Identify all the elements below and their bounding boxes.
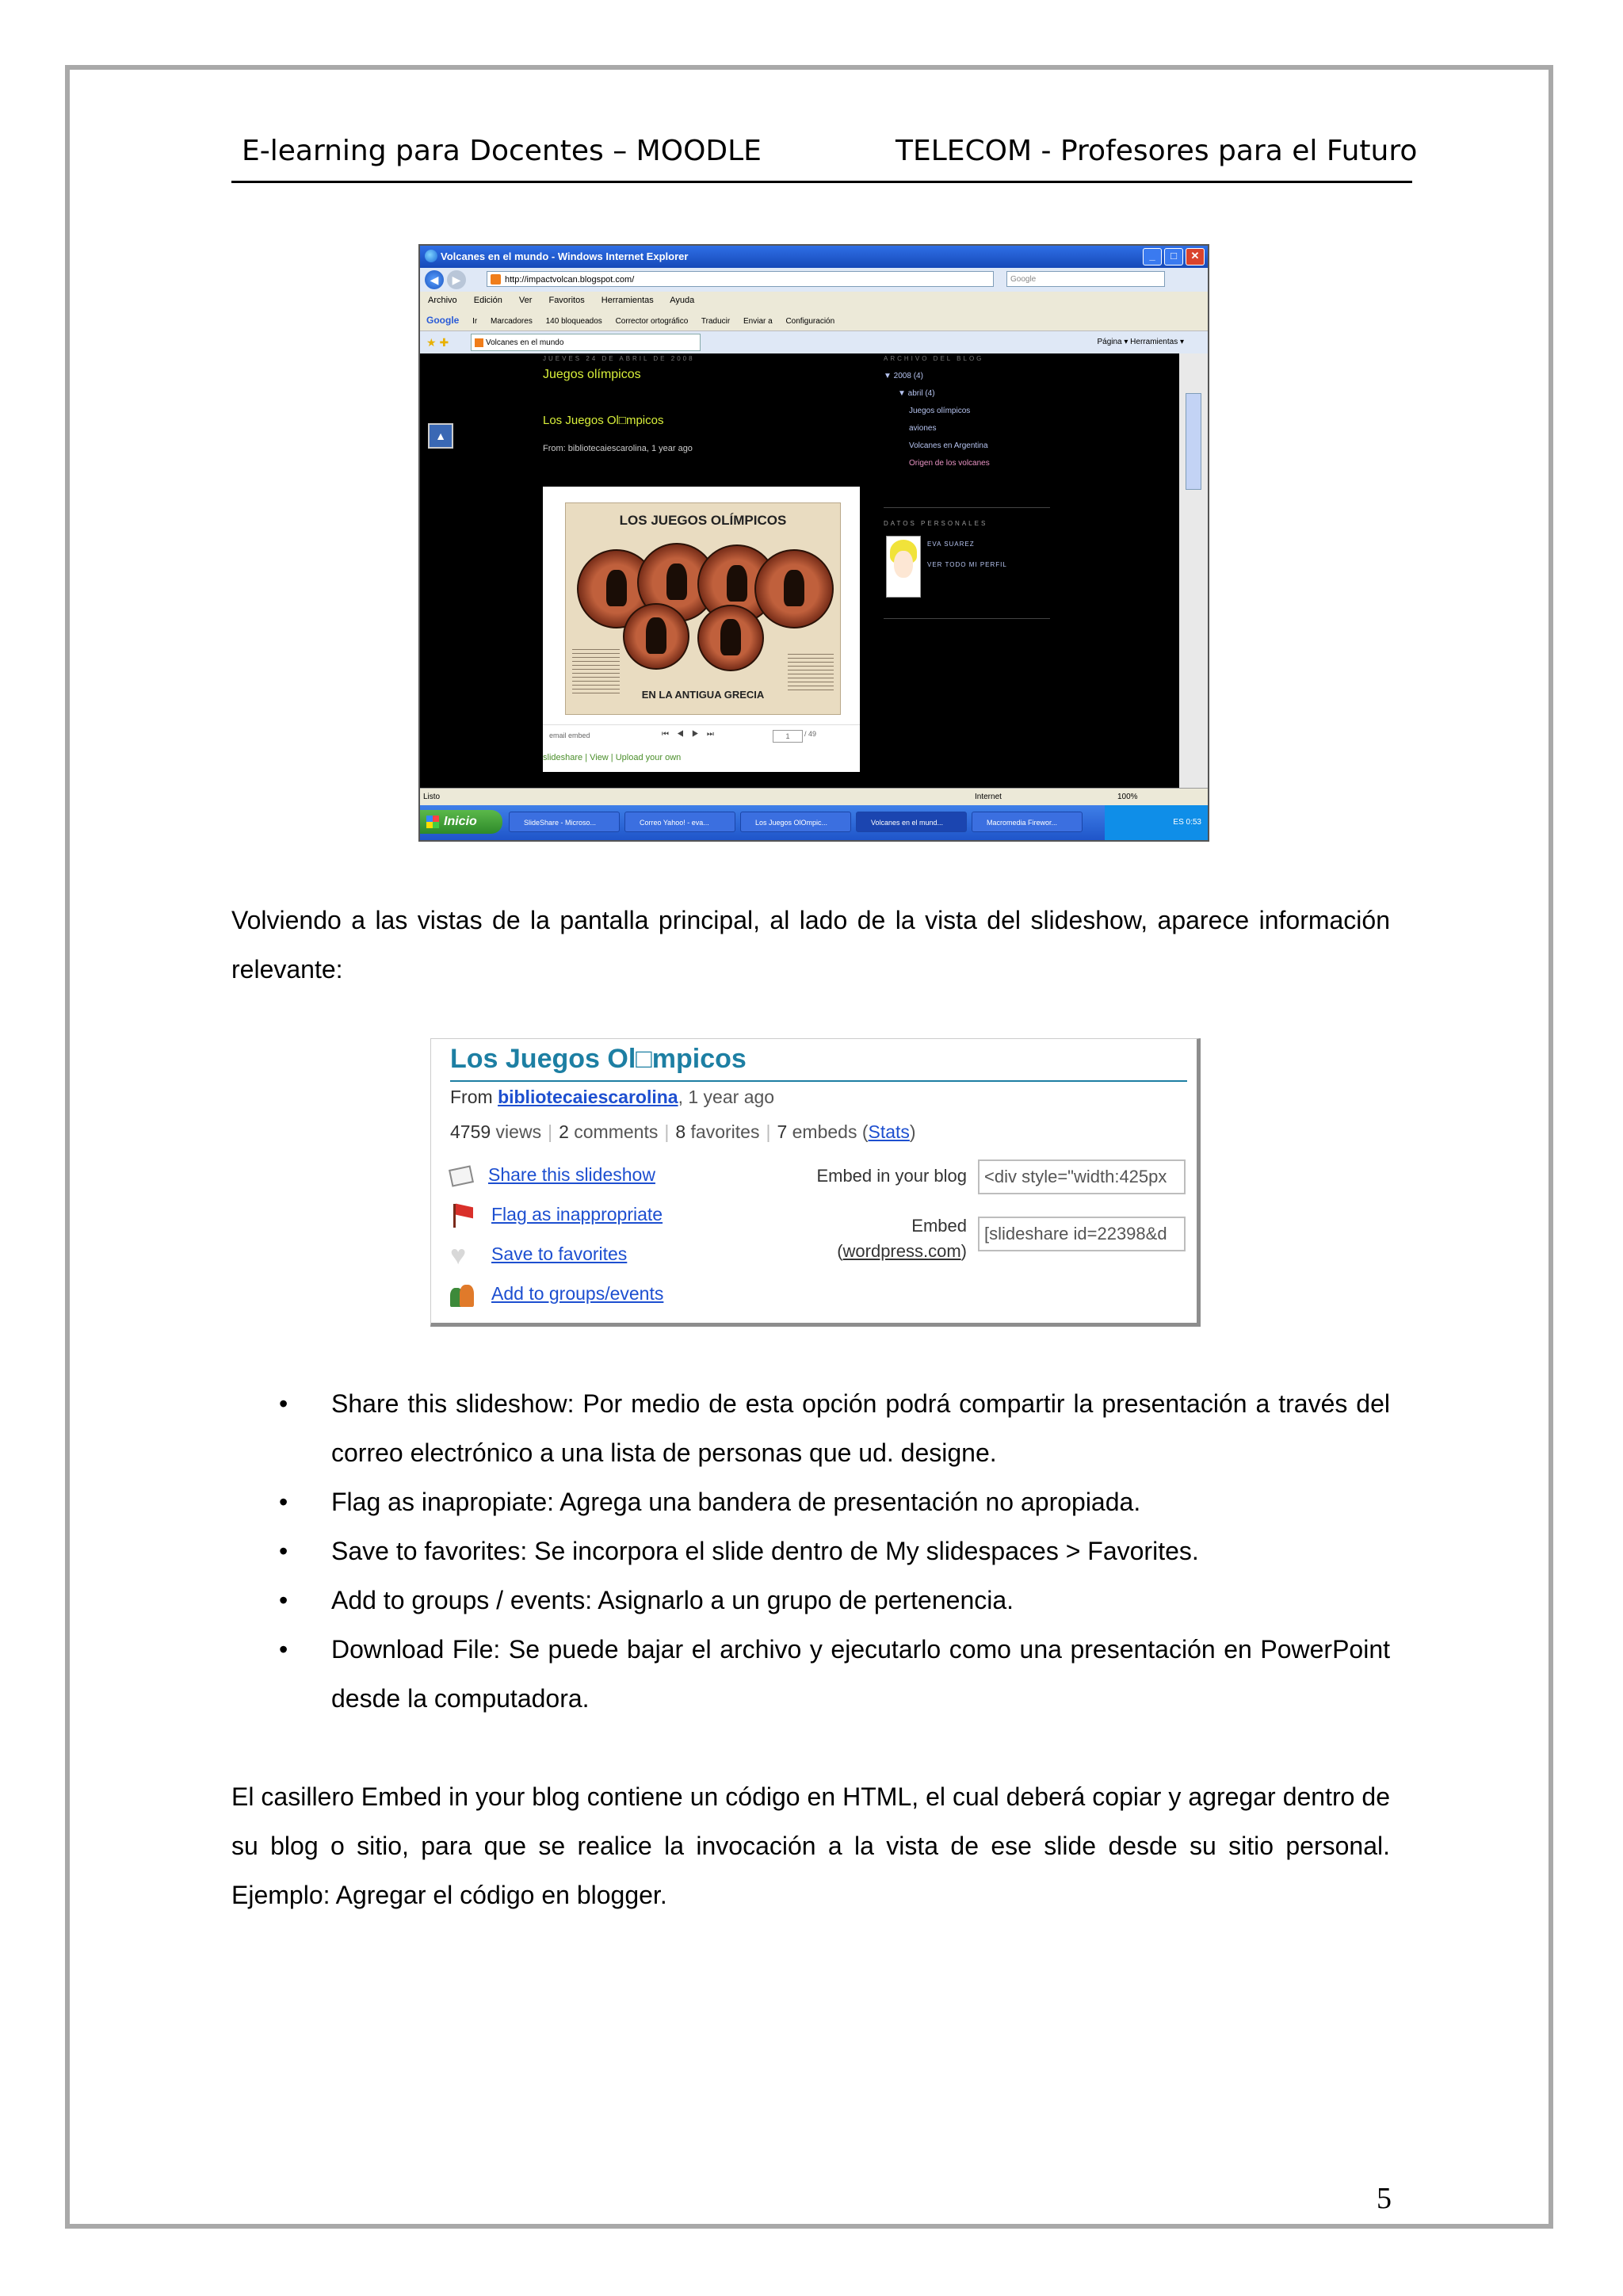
embed-word: Embed [911, 1216, 967, 1236]
status-zone: Internet [975, 793, 1002, 801]
menu-ver[interactable]: Ver [518, 296, 533, 305]
panel-title: Los Juegos Ol□mpicos [450, 1044, 747, 1074]
email-embed-links[interactable]: email embed [549, 732, 590, 739]
paren-close: ) [960, 1241, 967, 1261]
start-label: Inicio [444, 815, 477, 828]
embeds-label: embeds ( [787, 1121, 869, 1142]
google-translate-button[interactable]: Traducir [701, 317, 731, 326]
from-prefix: From [450, 1087, 498, 1107]
bullet-share: • Share this slideshow: Por medio de esta opción podrá compartir la presentación a través del correo electrónico a una lista de personas que ud. designe. [279, 1379, 1390, 1477]
embed-blog-label: Embed in your blog [816, 1166, 967, 1186]
url-text: http://impactvolcan.blogspot.com/ [505, 275, 635, 285]
paren-open: ( [837, 1241, 843, 1261]
maximize-button[interactable]: □ [1164, 248, 1183, 266]
author-link[interactable]: bibliotecaiescarolina [498, 1087, 678, 1107]
taskbar-item[interactable]: Los Juegos OlOmpic... [740, 812, 851, 832]
save-favorites-link[interactable]: Save to favorites [491, 1244, 628, 1265]
group-icon [450, 1283, 475, 1307]
taskbar-item[interactable]: SlideShare - Microso... [509, 812, 620, 832]
archive-post[interactable]: aviones [909, 424, 937, 433]
bullet-download: • Download File: Se puede bajar el archivo y ejecutarlo como una presentación en PowerPoint desde la computadora. [279, 1625, 1390, 1723]
intro-paragraph: Volviendo a las vistas de la pantalla principal, al lado de la vista del slideshow, aparece información relevante: [231, 906, 1390, 984]
status-text: Listo [423, 793, 441, 801]
menu-archivo[interactable]: Archivo [428, 296, 457, 305]
heart-icon: ♥ [450, 1240, 467, 1270]
slide-text-block [788, 651, 834, 693]
profile-name[interactable]: EVA SUAREZ [927, 541, 975, 548]
google-send-button[interactable]: Enviar a [743, 317, 773, 326]
flag-icon [450, 1204, 475, 1228]
browser-tab-title: Volcanes en el mundo [486, 338, 564, 347]
share-action[interactable] [450, 1164, 655, 1186]
stats-link[interactable]: Stats [868, 1121, 910, 1142]
menu-edicion[interactable]: Edición [473, 296, 502, 305]
archive-divider [884, 507, 1050, 508]
slide-title: LOS JUEGOS OLÍMPICOS [619, 513, 787, 528]
embed-wordpress-input[interactable]: [slideshare id=22398&d [978, 1217, 1186, 1251]
playback-buttons[interactable]: ⏮◀▶⏭ [662, 730, 722, 739]
url-input[interactable] [487, 271, 994, 287]
stats-close: ) [909, 1121, 916, 1142]
blogger-tab-icon [475, 338, 483, 347]
archive-post[interactable]: Origen de los volcanes [909, 459, 990, 468]
panel-from [450, 1087, 774, 1108]
profile-avatar[interactable] [886, 536, 921, 598]
taskbar-item-active[interactable]: Volcanes en el mund... [856, 812, 967, 832]
share-icon [449, 1165, 474, 1186]
internet-explorer-icon [425, 250, 437, 262]
slideshare-logo[interactable]: slideshare | View | Upload your own [543, 753, 682, 762]
minimize-button[interactable]: _ [1143, 248, 1162, 266]
browser-tabbar [420, 331, 1208, 354]
google-popups-blocked[interactable]: 140 bloqueados [545, 317, 602, 326]
greek-vase-image [697, 605, 764, 671]
slideshow-from: From: bibliotecaiescarolina, 1 year ago [543, 444, 693, 453]
views-count: 4759 [450, 1121, 491, 1142]
options-bullet-list [279, 1379, 1390, 1723]
from-suffix: , 1 year ago [678, 1087, 775, 1107]
favorites-label: favorites [685, 1121, 760, 1142]
archive-post[interactable]: Juegos olímpicos [909, 407, 971, 415]
header-program-title: TELECOM - Profesores para el Futuro [896, 135, 1418, 167]
browser-titlebar [420, 246, 1208, 268]
windows-logo-icon [426, 816, 439, 828]
archive-post[interactable]: Volcanes en Argentina [909, 441, 988, 450]
embed-blog-input[interactable]: <div style="width:425px [978, 1159, 1186, 1194]
browser-statusbar [420, 788, 1208, 806]
back-button[interactable]: ◀ [425, 270, 444, 289]
close-button[interactable]: ✕ [1186, 248, 1205, 266]
embed-wordpress-label [837, 1213, 967, 1264]
archive-month[interactable]: ▼ abril (4) [898, 389, 935, 398]
favorite-action[interactable] [450, 1240, 628, 1270]
flag-inappropriate-link[interactable]: Flag as inappropriate [491, 1204, 663, 1225]
status-zoom[interactable]: 100% [1117, 793, 1138, 801]
comments-count: 2 [559, 1121, 569, 1142]
menu-favoritos[interactable]: Favoritos [548, 296, 585, 305]
slideshow-info-panel [430, 1038, 1201, 1327]
favorites-count: 8 [675, 1121, 686, 1142]
blog-content [420, 353, 1181, 788]
arrow-icon[interactable]: ▲ [428, 423, 453, 449]
embeds-count: 7 [777, 1121, 788, 1142]
groups-action[interactable] [450, 1283, 663, 1307]
windows-taskbar [420, 805, 1208, 840]
browser-menubar [420, 292, 1208, 309]
browser-scrollbar[interactable] [1179, 353, 1208, 788]
blogger-icon [491, 274, 501, 285]
bullet-groups: • Add to groups / events: Asignarlo a un grupo de pertenencia. [279, 1576, 1390, 1625]
slide-image [565, 502, 841, 715]
views-label: views [491, 1121, 542, 1142]
wordpress-link[interactable]: wordpress.com [842, 1241, 961, 1261]
scrollbar-thumb[interactable] [1186, 393, 1201, 490]
greek-vase-image [623, 603, 689, 670]
browser-search-input[interactable]: Google [1006, 271, 1165, 287]
share-slideshow-link[interactable]: Share this slideshow [488, 1164, 655, 1185]
flag-action[interactable] [450, 1204, 663, 1228]
bullet-flag: • Flag as inapropiate: Agrega una bandera de presentación no apropiada. [279, 1477, 1390, 1526]
panel-title-rule [450, 1080, 1187, 1082]
profile-link[interactable]: VER TODO MI PERFIL [927, 561, 1007, 568]
archive-list [884, 368, 990, 472]
slide-footer: EN LA ANTIGUA GRECIA [641, 689, 765, 701]
browser-screenshot [418, 244, 1209, 842]
header-course-title: E-learning para Docentes – MOODLE [242, 135, 762, 167]
browser-address-bar [420, 268, 1208, 292]
archive-year[interactable]: ▼ 2008 (4) [884, 372, 923, 380]
google-spellcheck-button[interactable]: Corrector ortográfico [615, 317, 689, 326]
slide-text-block [572, 646, 620, 693]
archive-heading: ARCHIVO DEL BLOG [884, 355, 984, 362]
taskbar-item[interactable]: Macromedia Firewor... [972, 812, 1083, 832]
embed-paragraph: El casillero Embed in your blog contiene un código en HTML, el cual deberá copiar y agregar dentro de su blog o sitio, para que se realice la invocación a la vista de ese slide desde su sitio personal. Ejemplo: Agregar el código en blogger. [231, 1782, 1390, 1909]
system-tray: ES 0:53 [1105, 805, 1208, 840]
comments-label: comments [568, 1121, 659, 1142]
blog-date: JUEVES 24 DE ABRIL DE 2008 [543, 355, 695, 362]
embedded-slideshow[interactable] [543, 487, 860, 772]
google-go-button[interactable]: Ir [472, 317, 478, 326]
header-rule [231, 181, 1412, 183]
browser-tab[interactable] [471, 334, 701, 351]
blog-post-title[interactable]: Juegos olímpicos [543, 368, 641, 381]
page-number: 5 [1377, 2182, 1392, 2215]
menu-ayuda[interactable]: Ayuda [670, 296, 695, 305]
bullet-favorites: • Save to favorites: Se incorpora el slide dentro de My slidespaces > Favorites. [279, 1526, 1390, 1576]
taskbar-item[interactable]: Correo Yahoo! - eva... [624, 812, 735, 832]
favorites-star-icon[interactable]: ★ ✚ [426, 336, 449, 349]
forward-button[interactable]: ▶ [447, 270, 466, 289]
greek-vase-image [754, 549, 834, 628]
slideshow-title[interactable]: Los Juegos Ol□mpicos [543, 414, 664, 427]
google-logo: Google [426, 315, 460, 326]
panel-stats: 4759 views | 2 comments | 8 favorites | 7 embeds (Stats) [450, 1121, 916, 1142]
browser-tab-tools[interactable]: Página ▾ Herramientas ▾ [1097, 338, 1184, 346]
google-settings-button[interactable]: Configuración [785, 317, 835, 326]
menu-herramientas[interactable]: Herramientas [601, 296, 654, 305]
slideshow-controls [543, 724, 860, 749]
google-bookmarks-button[interactable]: Marcadores [491, 317, 533, 326]
personal-divider [884, 618, 1050, 619]
slide-page-input[interactable]: 1 [773, 730, 803, 743]
add-groups-link[interactable]: Add to groups/events [491, 1283, 664, 1305]
browser-window-title: Volcanes en el mundo - Windows Internet Explorer [441, 250, 689, 262]
personal-heading: DATOS PERSONALES [884, 520, 988, 527]
start-button[interactable] [420, 810, 502, 834]
slide-page-total: / 49 [804, 730, 817, 738]
google-toolbar [420, 309, 1208, 331]
